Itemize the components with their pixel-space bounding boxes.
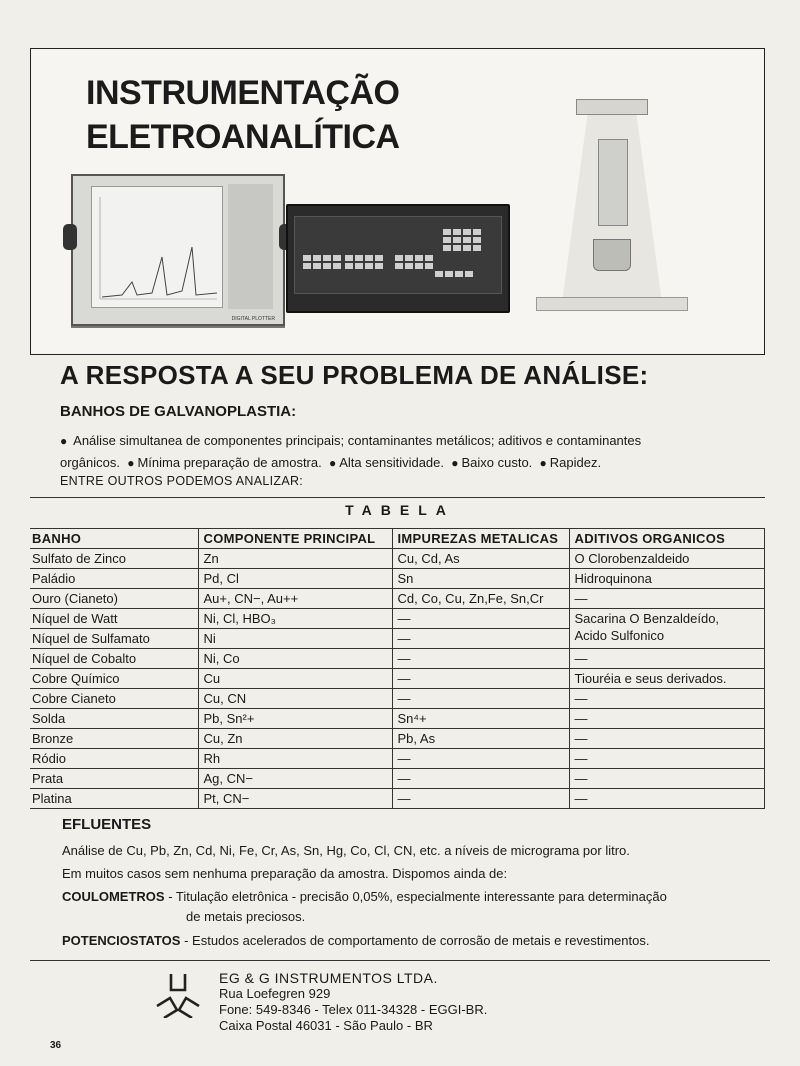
cell: — bbox=[392, 689, 569, 709]
divider-bottom bbox=[30, 960, 770, 961]
plotter-trace-icon bbox=[92, 187, 222, 307]
company-logo-icon bbox=[155, 972, 201, 1018]
analyzer-console-image bbox=[286, 204, 510, 313]
page-title bbox=[86, 71, 400, 159]
keypad-2 bbox=[345, 255, 383, 269]
cell: Solda bbox=[30, 709, 198, 729]
cell: — bbox=[569, 689, 764, 709]
cell: Cobre Cianeto bbox=[30, 689, 198, 709]
efluentes-line-1: Análise de Cu, Pb, Zn, Cd, Ni, Fe, Cr, As, Sn, Hg, Co, Cl, CN, etc. a níveis de micrograma por litro. bbox=[62, 843, 630, 858]
cell: Pt, CN− bbox=[198, 789, 392, 809]
cell: — bbox=[392, 789, 569, 809]
table-row bbox=[30, 609, 764, 629]
cell: Sn bbox=[392, 569, 569, 589]
cell: Tiouréia e seus derivados. bbox=[569, 669, 764, 689]
cell: Pb, As bbox=[392, 729, 569, 749]
stand-cell bbox=[593, 239, 631, 271]
bullet-icon: ● bbox=[539, 456, 547, 470]
intro-line-2 bbox=[60, 452, 760, 474]
keypad-5 bbox=[435, 271, 473, 277]
cell: Au+, CN−, Au++ bbox=[198, 589, 392, 609]
intro-line-1 bbox=[60, 430, 760, 452]
table-row bbox=[30, 709, 764, 729]
cell: Sulfato de Zinco bbox=[30, 549, 198, 569]
bullet-icon: ● bbox=[451, 456, 459, 470]
stand-base bbox=[536, 297, 688, 311]
coulometros-label: COULOMETROS bbox=[62, 889, 165, 904]
cell: Ag, CN− bbox=[198, 769, 392, 789]
cell: — bbox=[569, 769, 764, 789]
cell: — bbox=[392, 669, 569, 689]
cell: Cu bbox=[198, 669, 392, 689]
coulometros-line-2: de metais preciosos. bbox=[186, 909, 306, 924]
col-header-aditivos: ADITIVOS ORGANICOS bbox=[569, 529, 764, 549]
table-row bbox=[30, 669, 764, 689]
table-row bbox=[30, 689, 764, 709]
electrode-stand-image bbox=[536, 99, 686, 311]
keypad-4 bbox=[443, 229, 481, 251]
plotter-panel bbox=[228, 184, 273, 309]
table-row bbox=[30, 769, 764, 789]
cell: Ni, Co bbox=[198, 649, 392, 669]
plotter-knob-left bbox=[63, 224, 77, 250]
intro-text-2b: Mínima preparação de amostra. bbox=[137, 455, 322, 470]
cell: — bbox=[392, 749, 569, 769]
table-row bbox=[30, 589, 764, 609]
header-frame bbox=[30, 48, 765, 355]
cell: Paládio bbox=[30, 569, 198, 589]
cell: Ni, Cl, HBO₃ bbox=[198, 609, 392, 629]
col-header-impurezas: IMPUREZAS METALICAS bbox=[392, 529, 569, 549]
company-address: Rua Loefegren 929 bbox=[219, 986, 331, 1001]
table-row bbox=[30, 649, 764, 669]
bullet-icon: ● bbox=[328, 456, 337, 470]
potenciostatos-label: POTENCIOSTATOS bbox=[62, 933, 181, 948]
cell: Níquel de Sulfamato bbox=[30, 629, 198, 649]
merged-additive-line-1: Sacarina O Benzaldeído, bbox=[574, 611, 720, 627]
stand-arm bbox=[598, 139, 628, 226]
merged-additive-cell-2 bbox=[569, 629, 764, 649]
cell: Cu, CN bbox=[198, 689, 392, 709]
cell: — bbox=[392, 629, 569, 649]
cell: Platina bbox=[30, 789, 198, 809]
potenciostatos-text: - Estudos acelerados de comportamento de corrosão de metais e revestimentos. bbox=[184, 933, 650, 948]
bullet-icon: ● bbox=[127, 456, 135, 470]
intro-paragraph bbox=[60, 430, 760, 474]
title-line-1: INSTRUMENTAÇÃO bbox=[86, 74, 400, 112]
company-info bbox=[219, 970, 487, 1034]
plotter-image bbox=[71, 174, 285, 326]
table-header-row bbox=[30, 529, 764, 549]
intro-text-2d: Baixo custo. bbox=[461, 455, 533, 470]
cell: Cd, Co, Cu, Zn,Fe, Sn,Cr bbox=[392, 589, 569, 609]
efluentes-line-2: Em muitos casos sem nenhuma preparação da amostra. Dispomos ainda de: bbox=[62, 866, 508, 881]
keypad-3 bbox=[395, 255, 433, 269]
company-postal-box: Caixa Postal 46031 - São Paulo - BR bbox=[219, 1018, 433, 1033]
entre-outros: ENTRE OUTROS PODEMOS ANALIZAR: bbox=[60, 474, 304, 488]
cell: — bbox=[392, 769, 569, 789]
subhead: BANHOS DE GALVANOPLASTIA: bbox=[60, 403, 297, 420]
cell: Níquel de Cobalto bbox=[30, 649, 198, 669]
title-line-2: ELETROANALÍTICA bbox=[86, 118, 400, 156]
cell: — bbox=[392, 609, 569, 629]
cell: Bronze bbox=[30, 729, 198, 749]
cell: — bbox=[569, 789, 764, 809]
headline: A RESPOSTA A SEU PROBLEMA DE ANÁLISE: bbox=[60, 360, 649, 390]
efluentes-title: EFLUENTES bbox=[62, 816, 152, 833]
cell: Cu, Zn bbox=[198, 729, 392, 749]
intro-text-1: Análise simultanea de componentes principais; contaminantes metálicos; aditivos e contaminantes bbox=[73, 433, 642, 448]
cell: Sn⁴+ bbox=[392, 709, 569, 729]
intro-text-2a: orgânicos. bbox=[60, 455, 120, 470]
potenciostatos-line bbox=[62, 933, 649, 948]
merged-additive-line-2: Acido Sulfonico bbox=[574, 627, 665, 643]
table-row bbox=[30, 629, 764, 649]
analysis-table bbox=[30, 528, 765, 809]
cell: Zn bbox=[198, 549, 392, 569]
cell: — bbox=[569, 729, 764, 749]
coulometros-text: - Titulação eletrônica - precisão 0,05%, especialmente interessante para determinação bbox=[168, 889, 667, 904]
col-header-banho: BANHO bbox=[30, 529, 198, 549]
cell: — bbox=[569, 709, 764, 729]
coulometros-line bbox=[62, 889, 667, 904]
cell: Níquel de Watt bbox=[30, 609, 198, 629]
cell: Ni bbox=[198, 629, 392, 649]
col-header-componente: COMPONENTE PRINCIPAL bbox=[198, 529, 392, 549]
cell: Pd, Cl bbox=[198, 569, 392, 589]
cell: Pb, Sn²+ bbox=[198, 709, 392, 729]
tabela-title: TABELA bbox=[345, 502, 455, 518]
cell: — bbox=[569, 589, 764, 609]
plotter-label: DIGITAL PLOTTER bbox=[231, 316, 275, 322]
keypad-1 bbox=[303, 255, 341, 269]
company-name: EG & G INSTRUMENTOS LTDA. bbox=[219, 970, 438, 986]
console-front bbox=[294, 216, 502, 294]
cell: Cobre Químico bbox=[30, 669, 198, 689]
company-phone: Fone: 549-8346 - Telex 011-34328 - EGGI-BR. bbox=[219, 1002, 488, 1017]
cell: Ouro (Cianeto) bbox=[30, 589, 198, 609]
intro-text-2c: Alta sensitividade. bbox=[339, 455, 444, 470]
table-row bbox=[30, 569, 764, 589]
table-row bbox=[30, 789, 764, 809]
table-row bbox=[30, 549, 764, 569]
cell: Prata bbox=[30, 769, 198, 789]
cell: — bbox=[392, 649, 569, 669]
cell: O Clorobenzaldeido bbox=[569, 549, 764, 569]
cell: Cu, Cd, As bbox=[392, 549, 569, 569]
cell: Rh bbox=[198, 749, 392, 769]
cell: — bbox=[569, 749, 764, 769]
divider-top bbox=[30, 497, 765, 498]
intro-text-2e: Rapidez. bbox=[549, 455, 602, 470]
merged-additive-cell bbox=[569, 609, 764, 629]
stand-head bbox=[576, 99, 648, 115]
plotter-screen bbox=[91, 186, 223, 308]
page-number: 36 bbox=[50, 1040, 62, 1051]
table-row bbox=[30, 749, 764, 769]
table-row bbox=[30, 729, 764, 749]
cell: Ródio bbox=[30, 749, 198, 769]
cell: — bbox=[569, 649, 764, 669]
bullet-icon: ● bbox=[60, 434, 68, 448]
cell: Hidroquinona bbox=[569, 569, 764, 589]
